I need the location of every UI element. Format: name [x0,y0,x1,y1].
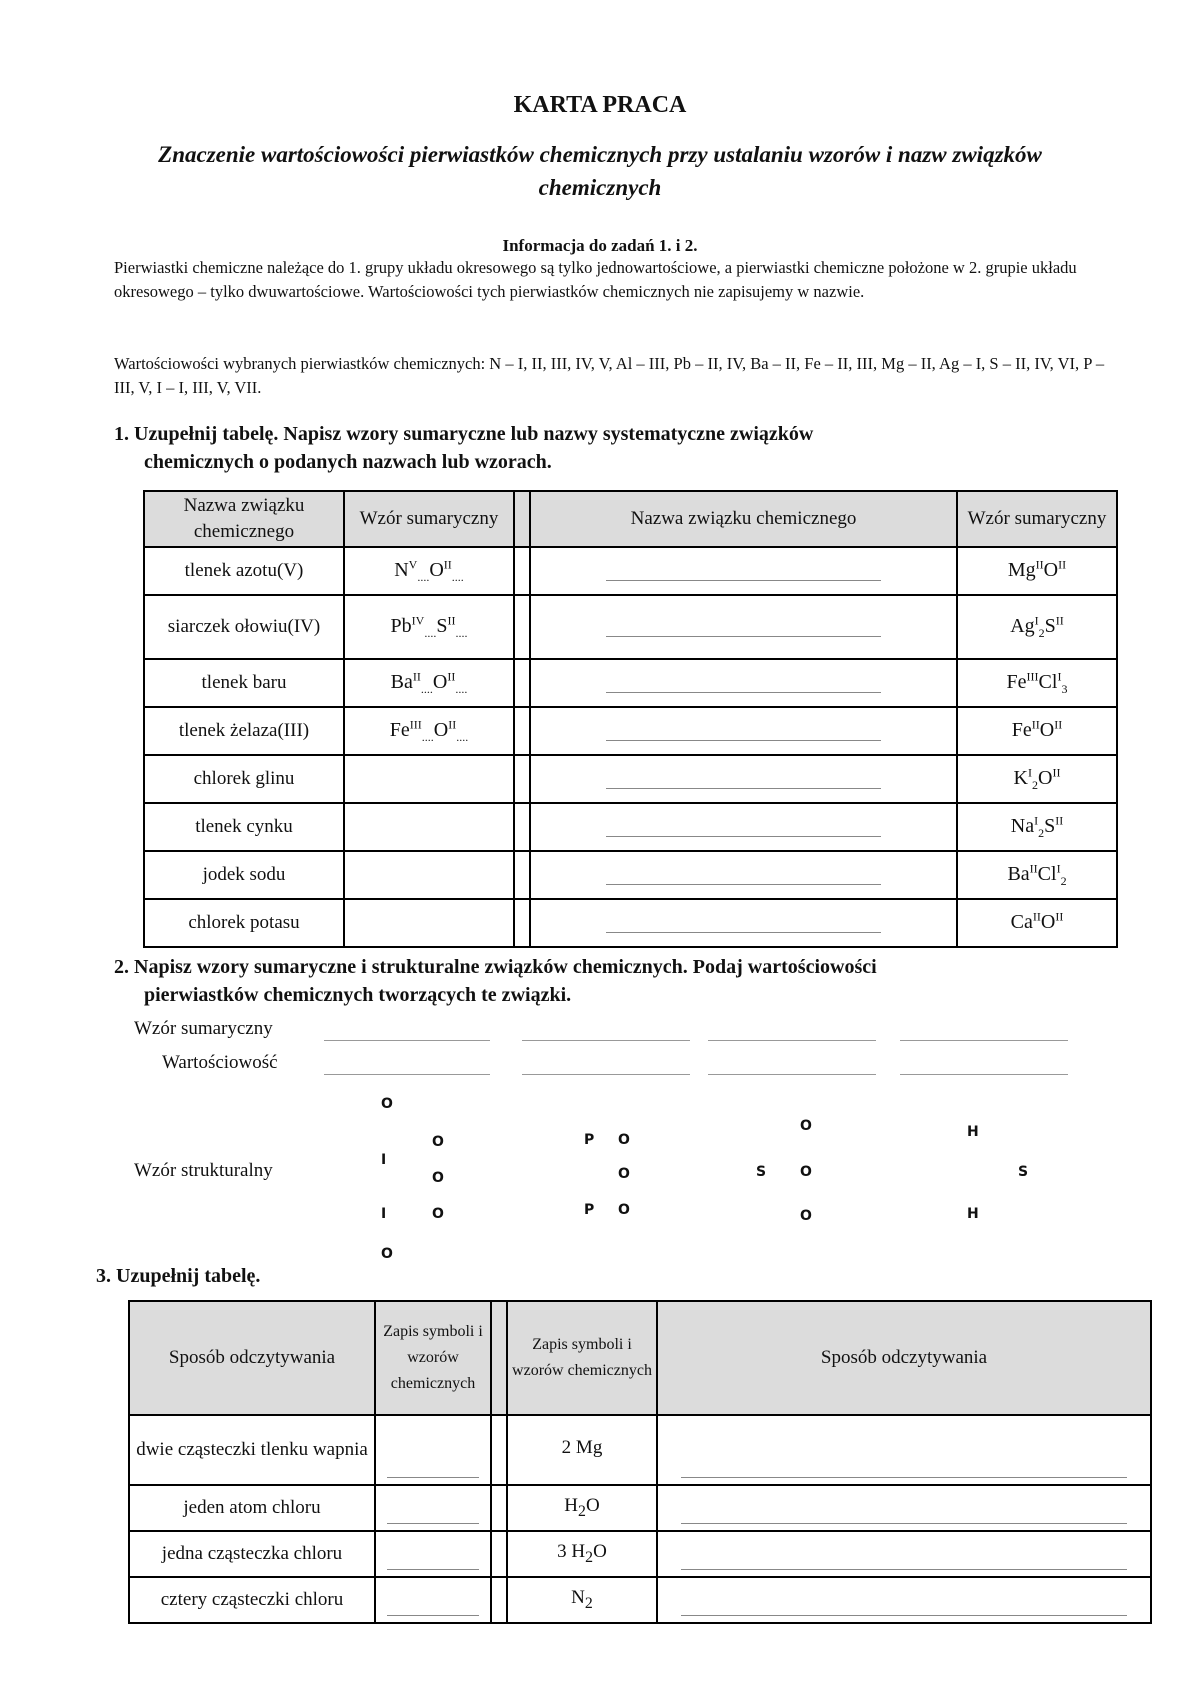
formula-cell[interactable] [344,899,514,947]
chemical-formula: $Ag^I_2S^{II}$ [1010,613,1064,640]
name-answer-cell[interactable] [530,547,957,595]
formula-cell-right [957,851,1117,899]
table-row [144,755,1117,803]
answer-line[interactable] [606,691,881,693]
page-subtitle: Znaczenie wartościowości pierwiastków chemicznych przy ustalaniu wzorów i nazw związków chemicznych [158,142,1042,200]
label-valence: Wartościowość [162,1052,278,1073]
atom-oxygen: O [381,1246,393,1262]
answer-line[interactable] [606,579,881,581]
table-row [144,803,1117,851]
t1-header-formula-right: Wzór sumaryczny [957,491,1117,547]
table-row [144,595,1117,659]
compound-name: jodek sodu [144,851,344,899]
table-row [129,1485,1151,1531]
formula-cell[interactable] [344,659,514,707]
chemical-formula: $Pb^{IV}_{....}S^{II}_{....}$ [390,613,468,640]
formula-cell-right [957,803,1117,851]
chemical-formula: $Ba^{II}_{....}O^{II}_{....}$ [390,669,468,696]
atom-phosphorus: P [584,1132,595,1148]
chemical-formula: $Fe^{III}_{....}O^{II}_{....}$ [389,717,469,744]
reading-text: dwie cząsteczki tlenku wapnia [129,1415,375,1485]
formula-cell-right [957,659,1117,707]
atom-phosphorus: P [584,1202,595,1218]
answer-line[interactable] [387,1568,478,1570]
task2-instruction [114,953,1114,1009]
atom-oxygen: O [618,1132,630,1148]
task2-line1: 2. Napisz wzory sumaryczne i strukturalne związków chemicznych. Podaj wartościowości [114,956,877,978]
atom-oxygen: O [432,1170,444,1186]
chemical-formula: $Fe^{II}O^{II}$ [1011,717,1063,741]
info-text: Pierwiastki chemiczne należące do 1. grupy układu okresowego są tylko jednowartościowe, a pierwiastki chemiczne położone w 2. grupie układu okresowego – tylko dwuwartościowe. Wartościowości tych pierwiastków chemicznych nie zapisujemy w nazwie. [114,258,1077,301]
answer-line[interactable] [387,1522,478,1524]
answer-line[interactable] [681,1476,1126,1478]
t1-header-name-left: Nazwa związku chemicznego [144,491,344,547]
compound-name: siarczek ołowiu(IV) [144,595,344,659]
chemical-formula: $Ba^{II}Cl^I_2$ [1007,861,1067,888]
formula-cell-right [957,547,1117,595]
formula-cell[interactable] [344,803,514,851]
t3-header-reading-left: Sposób odczytywania [129,1301,375,1415]
table-row [129,1415,1151,1485]
page-title: KARTA PRACA [513,92,687,118]
answer-line[interactable] [606,635,881,637]
label-structural: Wzór strukturalny [134,1160,273,1181]
compound-name: tlenek żelaza(III) [144,707,344,755]
reading-answer-cell[interactable] [657,1415,1151,1485]
chemical-formula: $Ca^{II}O^{II}$ [1010,909,1064,933]
answer-line[interactable] [606,931,881,933]
t1-header-name-right: Nazwa związku chemicznego [530,491,957,547]
formula-cell[interactable] [344,851,514,899]
chemical-formula: $K^I_2O^{II}$ [1013,765,1061,792]
answer-line[interactable] [522,1074,690,1075]
task3-instruction [96,1262,1096,1290]
formula-cell[interactable] [344,547,514,595]
answer-line[interactable] [324,1040,490,1041]
formula-cell[interactable] [344,595,514,659]
formula-cell-right [957,595,1117,659]
atom-iodine: I [381,1206,387,1222]
answer-line[interactable] [606,739,881,741]
table-row [144,547,1117,595]
symbol-answer-cell[interactable] [375,1577,491,1623]
compound-name: tlenek baru [144,659,344,707]
answer-line[interactable] [708,1040,876,1041]
formula-cell-right [957,707,1117,755]
atom-hydrogen: H [967,1206,979,1222]
name-answer-cell[interactable] [530,595,957,659]
chemical-symbol: 2 Mg [507,1415,657,1485]
answer-line[interactable] [387,1614,478,1616]
t3-header-symbols-right: Zapis symboli i wzorów chemicznych [507,1301,657,1415]
atom-oxygen: O [381,1096,393,1112]
name-answer-cell[interactable] [530,899,957,947]
atom-oxygen: O [618,1202,630,1218]
answer-line[interactable] [681,1522,1126,1524]
task1-line1: 1. Uzupełnij tabelę. Napisz wzory sumaryczne lub nazwy systematyczne związków [114,423,814,445]
table-row [144,851,1117,899]
table-row [144,659,1117,707]
symbol-answer-cell[interactable] [375,1531,491,1577]
task2-line2: pierwiastków chemicznych tworzących te związki. [144,984,572,1006]
answer-line[interactable] [900,1040,1068,1041]
task3-table [128,1300,1152,1624]
reading-answer-cell[interactable] [657,1485,1151,1531]
atom-iodine: I [381,1152,387,1168]
answer-line[interactable] [681,1614,1126,1616]
reading-answer-cell[interactable] [657,1531,1151,1577]
chemical-formula: $Mg^{II}O^{II}$ [1007,557,1067,581]
table-row [144,707,1117,755]
atom-sulfur: S [756,1164,767,1180]
answer-line[interactable] [324,1074,490,1075]
table-row [129,1531,1151,1577]
chemical-formula: $Na^I_2S^{II}$ [1010,813,1064,840]
answer-line[interactable] [387,1476,478,1478]
formula-cell[interactable] [344,755,514,803]
chemical-formula: $Fe^{III}Cl^I_3$ [1006,669,1068,696]
name-answer-cell[interactable] [530,851,957,899]
formula-cell-right [957,899,1117,947]
symbol-answer-cell[interactable] [375,1415,491,1485]
answer-line[interactable] [606,787,881,789]
valence-text: Wartościowości wybranych pierwiastków chemicznych: N – I, II, III, IV, V, Al – III, Pb – II, IV, Ba – II, Fe – II, III, Mg – II, Ag – I, S – II, IV, VI, P – III, V, I – I, III, V, VII. [114,354,1105,397]
answer-line[interactable] [681,1568,1126,1570]
compound-name: tlenek cynku [144,803,344,851]
t1-header-formula-left: Wzór sumaryczny [344,491,514,547]
chemical-symbol: $H_2O$ [507,1485,657,1531]
name-answer-cell[interactable] [530,803,957,851]
task1-line2: chemicznych o podanych nazwach lub wzorach. [144,451,552,473]
atom-hydrogen: H [967,1124,979,1140]
t3-header-symbols-left: Zapis symboli i wzorów chemicznych [375,1301,491,1415]
chemical-symbol: $N_2$ [507,1577,657,1623]
reading-answer-cell[interactable] [657,1577,1151,1623]
answer-line[interactable] [522,1040,690,1041]
task1-table [143,490,1118,948]
formula-cell-right [957,755,1117,803]
compound-name: chlorek glinu [144,755,344,803]
atom-oxygen: O [800,1208,812,1224]
atom-oxygen: O [432,1134,444,1150]
info-heading: Informacja do zadań 1. i 2. [502,236,698,255]
answer-line[interactable] [708,1074,876,1075]
symbol-answer-cell[interactable] [375,1485,491,1531]
chemical-symbol: 3 $H_2O$ [507,1531,657,1577]
compound-name: chlorek potasu [144,899,344,947]
atom-oxygen: O [432,1206,444,1222]
chemical-formula: $N^V_{....}O^{II}_{....}$ [394,557,464,584]
atom-oxygen: O [800,1164,812,1180]
table-row [129,1577,1151,1623]
task1-instruction [114,420,1114,476]
reading-text: jedna cząsteczka chloru [129,1531,375,1577]
t3-header-reading-right: Sposób odczytywania [657,1301,1151,1415]
table-row [144,899,1117,947]
atom-oxygen: O [800,1118,812,1134]
formula-cell[interactable] [344,707,514,755]
atom-oxygen: O [618,1166,630,1182]
compound-name: tlenek azotu(V) [144,547,344,595]
label-summary-formula: Wzór sumaryczny [134,1018,273,1039]
reading-text: cztery cząsteczki chloru [129,1577,375,1623]
name-answer-cell[interactable] [530,659,957,707]
answer-line[interactable] [606,835,881,837]
answer-line[interactable] [606,883,881,885]
name-answer-cell[interactable] [530,707,957,755]
answer-line[interactable] [900,1074,1068,1075]
task3-line1: 3. Uzupełnij tabelę. [96,1265,261,1287]
reading-text: jeden atom chloru [129,1485,375,1531]
atom-sulfur: S [1018,1164,1029,1180]
name-answer-cell[interactable] [530,755,957,803]
